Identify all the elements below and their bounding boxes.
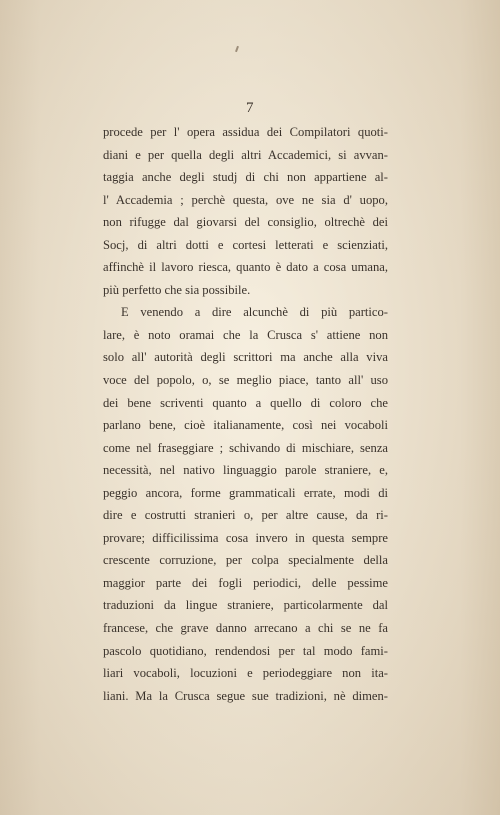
text-line: procede per l' opera assidua dei Compilatori quoti- <box>103 125 388 139</box>
text-line: taggia anche degli studj di chi non appartiene al- <box>103 170 388 185</box>
text-line: maggior parte dei fogli periodici, delle pessime <box>103 575 388 590</box>
ink-speck <box>235 46 239 52</box>
text-line: francese, che grave danno arrecano a chi se ne fa <box>103 621 388 636</box>
text-line: necessità, nel nativo linguaggio parole straniere, e, <box>103 463 388 478</box>
text-line: come nel fraseggiare ; schivando di mischiare, senza <box>103 440 388 455</box>
text-line: crescente corruzione, per colpa specialmente della <box>103 553 388 568</box>
text-line: dire e costrutti stranieri o, per altre cause, da ri- <box>103 508 388 523</box>
text-line: solo all' autorità degli scrittori ma anche alla viva <box>103 350 388 365</box>
text-line: Socj, di altri dotti e cortesi letterati e scienziati, <box>103 237 388 252</box>
text-line: peggio ancora, forme grammaticali errate, modi di <box>103 485 388 500</box>
page-number: 7 <box>246 100 254 116</box>
text-line: E venendo a dire alcunchè di più partico- <box>121 305 388 320</box>
text-line: l' Accademia ; perchè questa, ove ne sia d' uopo, <box>103 192 388 207</box>
text-line: dei bene scriventi quanto a quello di coloro che <box>103 395 388 410</box>
text-line: provare; difficilissima cosa invero in questa sempre <box>103 530 388 545</box>
text-line: liari vocaboli, locuzioni e periodeggiare non ita- <box>103 666 388 681</box>
text-line: voce del popolo, o, se meglio piace, tanto all' uso <box>103 373 388 388</box>
text-line: parlano bene, cioè italianamente, così nei vocaboli <box>103 418 388 433</box>
text-line: affinchè il lavoro riesca, quanto è dato a cosa umana, <box>103 260 388 275</box>
text-line: pascolo quotidiano, rendendosi per tal modo fami- <box>103 643 388 658</box>
text-line: più perfetto che sia possibile. <box>103 282 251 297</box>
text-line: lare, è noto oramai che la Crusca s' attiene non <box>103 327 388 342</box>
text-line: non rifugge dal giovarsi del consiglio, oltrechè dei <box>103 215 388 230</box>
body-text <box>103 121 388 707</box>
text-line: traduzioni da lingue straniere, particolarmente dal <box>103 598 388 613</box>
text-line: diani e per quella degli altri Accademici, si avvan- <box>103 147 388 162</box>
text-line: liani. Ma la Crusca segue sue tradizioni, nè dimen- <box>103 688 388 703</box>
